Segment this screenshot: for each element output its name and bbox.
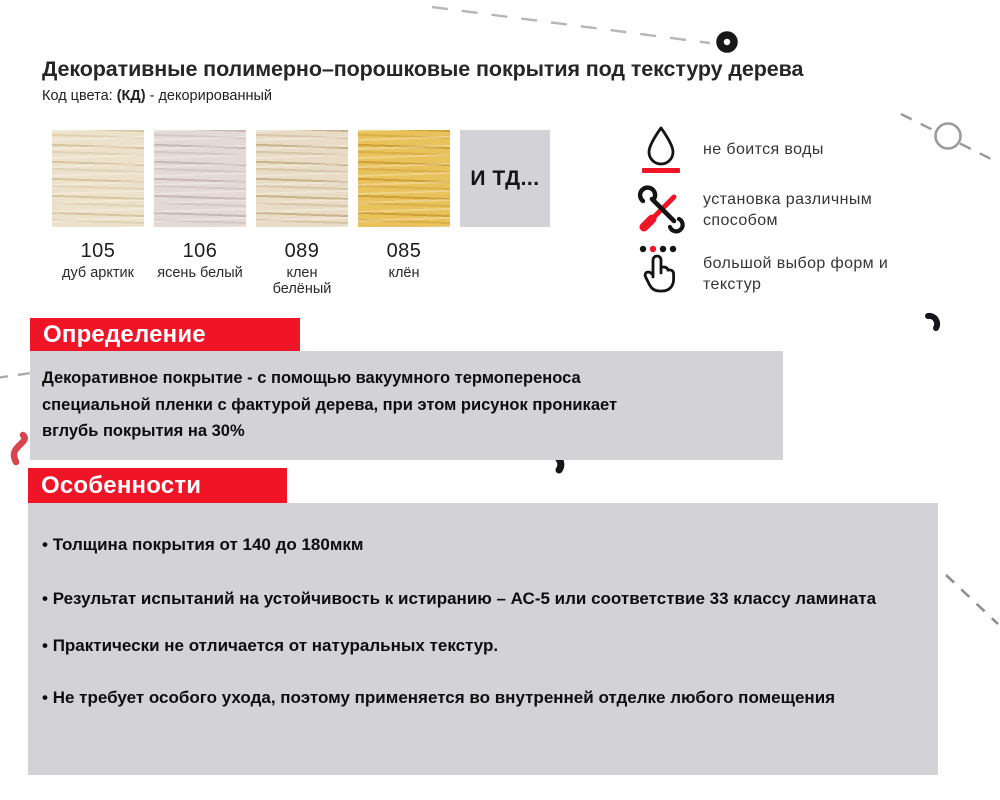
- benefit-row-variety: [633, 241, 963, 307]
- benefit-label: установка различным способом: [703, 190, 873, 229]
- feature-bullet: • Результат испытаний на устойчивость к истиранию – АС-5 или соответствие 33 классу ламината: [42, 583, 918, 614]
- etc-box: [460, 130, 550, 227]
- swatch-item: [52, 130, 144, 297]
- swatch-image-089: [256, 130, 348, 227]
- features-banner: [28, 468, 287, 503]
- swatch-code: 106: [182, 240, 218, 262]
- page-title: Декоративные полимерно–порошковые покрытия под текстуру дерева: [42, 57, 804, 81]
- color-code: (КД): [116, 88, 146, 104]
- feature-bullet: • Толщина покрытия от 140 до 180мкм: [42, 529, 918, 560]
- features-heading: Особенности: [41, 471, 202, 499]
- feature-bullet: • Не требует особого ухода, поэтому применяется во внутренней отделке любого помещения: [42, 682, 918, 713]
- swatch-code: 105: [80, 240, 116, 262]
- swatch-name: ясень белый: [157, 265, 243, 281]
- swatch-code: 089: [284, 240, 320, 262]
- definition-heading: Определение: [43, 320, 206, 348]
- tap-hand-icon: [636, 243, 686, 305]
- swatch-name: дуб арктик: [62, 265, 134, 281]
- benefit-label: не боится воды: [703, 141, 824, 159]
- swatch-image-106: [154, 130, 246, 227]
- water-drop-icon-cell: [633, 124, 689, 176]
- definition-line: Декоративное покрытие - с помощью вакуумного термопереноса: [42, 369, 581, 387]
- etc-label: И ТД...: [470, 166, 540, 190]
- definition-box: [30, 351, 783, 460]
- swatch-item: [358, 130, 450, 297]
- dashed-line-decoration-bottom: [942, 570, 1000, 630]
- color-code-suffix: - декорированный: [145, 88, 272, 104]
- dashed-line-decoration-top: [420, 0, 770, 60]
- swatch-item: [154, 130, 246, 297]
- benefit-label: большой выбор форм и текстур: [703, 254, 889, 293]
- swatch-code: 085: [386, 240, 422, 262]
- definition-banner: [30, 318, 300, 351]
- swatch-name: клен белёный: [272, 265, 332, 297]
- definition-line: вглубь покрытия на 30%: [42, 422, 245, 441]
- swatch-row: [52, 130, 550, 297]
- definition-line: специальной пленки с фактурой дерева, при этом рисунок проникает: [42, 395, 618, 414]
- benefit-row-water: [633, 121, 963, 179]
- donut-dot-icon: [720, 35, 734, 49]
- features-box: [28, 503, 938, 775]
- tools-icon: [636, 185, 686, 235]
- feature-bullet: • Практически не отличается от натуральных текстур.: [42, 630, 918, 661]
- swatch-name: клён: [388, 265, 420, 281]
- tap-hand-icon-cell: [633, 243, 689, 305]
- swatch-item: [256, 130, 348, 297]
- water-drop-icon: [639, 124, 683, 176]
- page-subtitle: [42, 88, 272, 104]
- benefit-row-install: [633, 182, 963, 238]
- tools-icon-cell: [633, 185, 689, 235]
- benefits-list: [633, 121, 963, 307]
- swatch-image-105: [52, 130, 144, 227]
- red-underline: [642, 168, 680, 173]
- comma-decoration-right: [922, 312, 942, 334]
- swatch-image-085: [358, 130, 450, 227]
- color-code-prefix: Код цвета:: [42, 88, 117, 104]
